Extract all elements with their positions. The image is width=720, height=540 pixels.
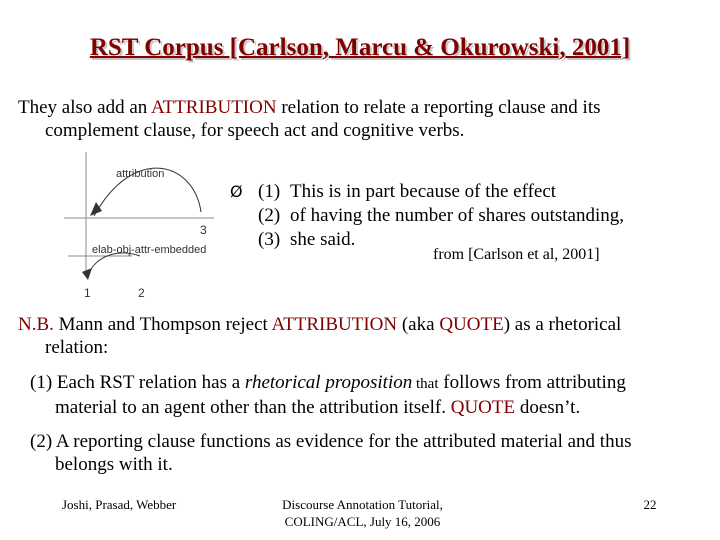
example-line-1: Ø (1) This is in part because of the effect [230, 181, 557, 202]
arrow-bullet-icon: Ø [230, 182, 243, 201]
attribution-term: ATTRIBUTION [150, 97, 277, 118]
node-label-3: 3 [200, 223, 207, 237]
footer-authors: Joshi, Prasad, Webber [62, 497, 177, 512]
point-1-paragraph: (1) Each RST relation has a rhetorical proposition that follows from attributing material to an agent other than the attribution itself. QUOTE doesn’t. [30, 372, 626, 418]
quote-term: QUOTE [439, 314, 504, 335]
nb-paragraph: N.B. Mann and Thompson reject ATTRIBUTION (aka QUOTE) as a rhetorical relation: [18, 314, 622, 358]
intro-paragraph [18, 96, 708, 142]
elab-arrowhead [82, 268, 92, 280]
node-label-1: 1 [84, 286, 91, 300]
label-elab-obj-attr-embedded: elab-obj-attr-embedded [92, 244, 207, 256]
footer-page-number: 22 [643, 497, 657, 512]
point-2-paragraph: (2) A reporting clause functions as evidence for the attributed material and thus belongs with it. [30, 431, 632, 475]
example-line-3: (3) she said. [258, 229, 356, 250]
nb-prefix: N.B. [18, 314, 54, 335]
attribution-arrowhead [90, 202, 102, 216]
slide-title: RST Corpus [Carlson, Marcu & Okurowski, 2001] [89, 34, 631, 61]
intro-text-pre: They also add an [18, 97, 151, 118]
example-sentences [228, 180, 698, 252]
example-line-2: (2) of having the number of shares outstanding, [258, 205, 625, 226]
intro-line-2: complement clause, for speech act and cognitive verbs. [45, 120, 465, 141]
rst-tree-diagram [64, 150, 244, 300]
example-source-citation: from [Carlson et al, 2001] [433, 246, 600, 263]
attribution-term-2: ATTRIBUTION [271, 314, 398, 335]
rhetorical-proposition-term: rhetorical proposition [244, 372, 413, 393]
quote-term-2: QUOTE [450, 397, 516, 418]
label-attribution: attribution [116, 168, 165, 180]
intro-text-post: relation to relate a reporting clause and its [276, 97, 601, 118]
node-label-2: 2 [138, 286, 145, 300]
footer-venue: Discourse Annotation Tutorial, COLING/ACL, July 16, 2006 [282, 497, 443, 529]
